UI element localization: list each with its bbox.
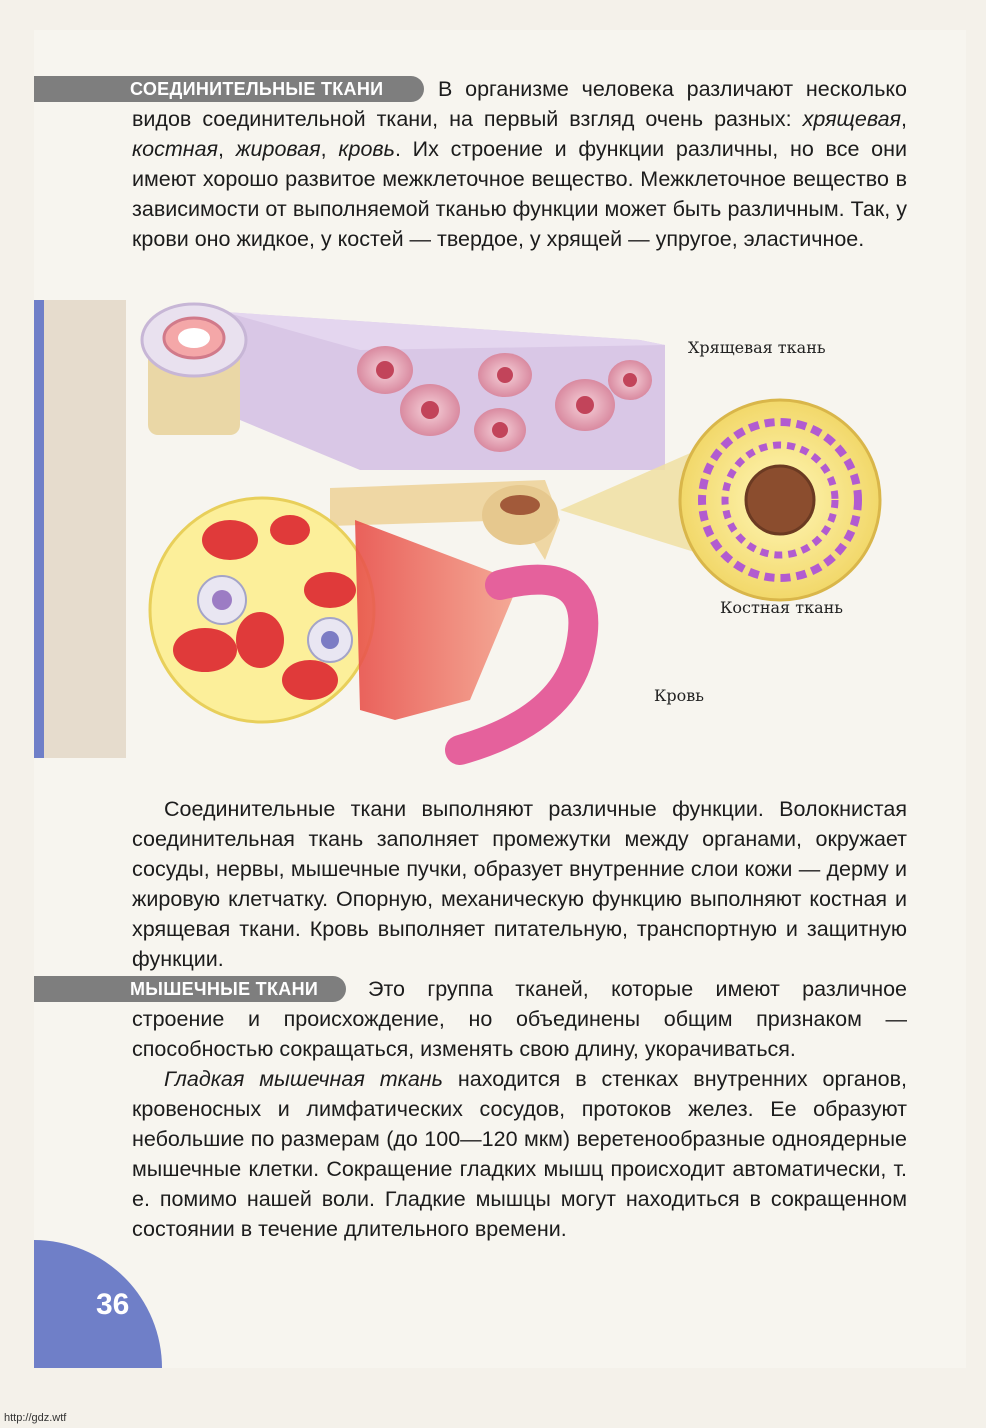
section-heading-connective-text: СОЕДИНИТЕЛЬНЫЕ ТКАНИ — [130, 79, 384, 99]
connective-intro-paragraph: В организме человека различают несколько видов соединительной ткани, на первый взгляд очень разных: хрящевая, костная, жировая, кровь. Их строение и функции различны, но все они имеют хорошо развитое межклеточное вещество. Межклеточное вещество в зависимости от выполняемой тканью функции может быть различным. Так, у крови оно жидкое, у костей — твердое, у хрящей — упругое, эластичное. — [132, 77, 908, 251]
bone-tissue-circle — [680, 400, 880, 600]
footer-url: http://gdz.wtf — [4, 1412, 67, 1424]
muscle-text — [132, 974, 907, 1244]
muscle-intro-paragraph: Это группа тканей, которые имеют различное строение и происхождение, но объединены общим признаком — способностью сокращаться, изменять свою длину, укорачиваться. — [132, 977, 907, 1061]
connective-functions-text — [132, 794, 907, 974]
blood-vessel — [355, 520, 583, 750]
label-bone-tissue: Костная ткань — [720, 598, 843, 617]
blood-circle — [150, 498, 374, 722]
cartilage-ring — [142, 304, 246, 435]
connective-functions-paragraph: Соединительные ткани выполняют различные функции. Волокнистая соединительная ткань заполняет промежутки между органами, окружает сосуды, нервы, мышечные пучки, образует внутренние слои кожи — дерму и жировую клетчатку. Опорную, механическую функцию выполняют костная и хрящевая ткани. Кровь выполняет питательную, транспортную и защитную функции. — [132, 797, 907, 971]
cartilage-block — [225, 312, 665, 470]
label-blood: Кровь — [654, 686, 704, 705]
label-cartilage-tissue: Хрящевая ткань — [688, 338, 826, 357]
smooth-muscle-paragraph: Гладкая мышечная ткань находится в стенках внутренних органов, кровеносных и лимфатических сосудов, протоков желез. Ее образуют небольшие по размерам (до 100—120 мкм) веретенообразные одноядерные мышечные клетки. Сокращение гладких мышц происходит автоматически, т. е. помимо нашей воли. Гладкие мышцы могут находиться в сокращенном состоянии в течение длительного времени. — [132, 1067, 907, 1241]
section-heading-muscle-text: МЫШЕЧНЫЕ ТКАНИ — [130, 979, 319, 999]
page-number: 36 — [96, 1288, 130, 1321]
